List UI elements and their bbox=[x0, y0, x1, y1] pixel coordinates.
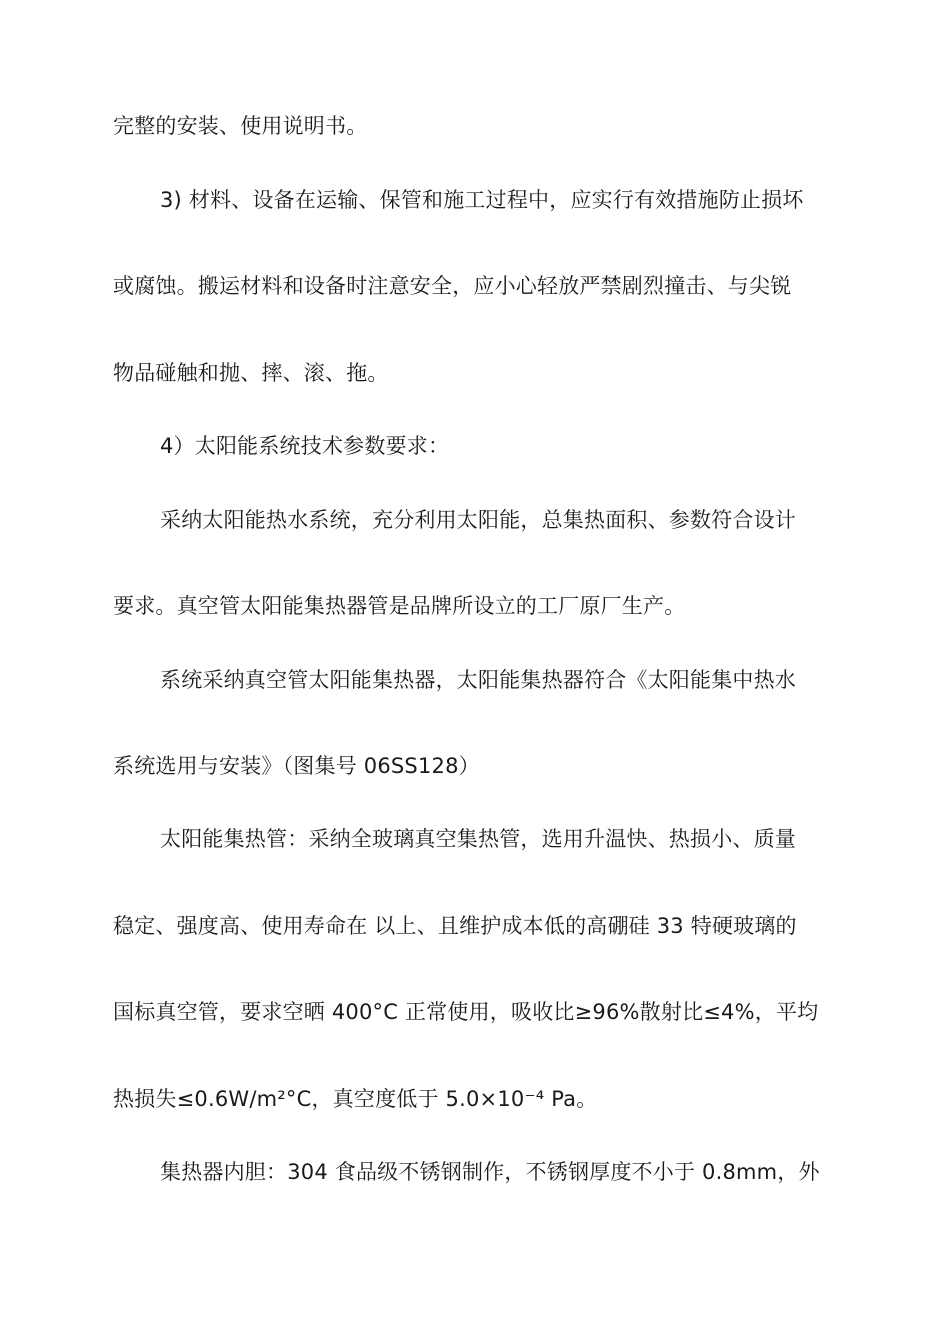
paragraph-line: 稳定、强度高、使用寿命在 以上、且维护成本低的高硼硅 33 特硬玻璃的 bbox=[113, 914, 797, 938]
paragraph-line: 国标真空管，要求空晒 400°C 正常使用，吸收比≥96%散射比≤4%，平均 bbox=[113, 1000, 819, 1024]
paragraph-line: 或腐蚀。搬运材料和设备时注意安全，应小心轻放严禁剧烈撞击、与尖锐 bbox=[113, 274, 792, 298]
paragraph-line: 太阳能集热管：采纳全玻璃真空集热管，选用升温快、热损小、质量 bbox=[160, 827, 796, 851]
paragraph-line: 3) 材料、设备在运输、保管和施工过程中，应实行有效措施防止损坏 bbox=[160, 188, 804, 212]
paragraph-line: 采纳太阳能热水系统，充分利用太阳能，总集热面积、参数符合设计 bbox=[160, 508, 796, 532]
paragraph-line: 物品碰触和抛、摔、滚、拖。 bbox=[113, 361, 389, 385]
paragraph-line: 系统采纳真空管太阳能集热器，太阳能集热器符合《太阳能集中热水 bbox=[160, 668, 796, 692]
paragraph-line: 系统选用与安装》（图集号 06SS128） bbox=[113, 754, 480, 778]
paragraph-line: 要求。真空管太阳能集热器管是品牌所设立的工厂原厂生产。 bbox=[113, 594, 686, 618]
paragraph-line: 热损失≤0.6W/m²°C，真空度低于 5.0×10⁻⁴ Pa。 bbox=[113, 1087, 598, 1111]
paragraph-line: 集热器内胆：304 食品级不锈钢制作，不锈钢厚度不小于 0.8mm，外 bbox=[160, 1160, 820, 1184]
paragraph-line: 4）太阳能系统技术参数要求： bbox=[160, 434, 450, 458]
paragraph-line: 完整的安装、使用说明书。 bbox=[113, 114, 368, 138]
